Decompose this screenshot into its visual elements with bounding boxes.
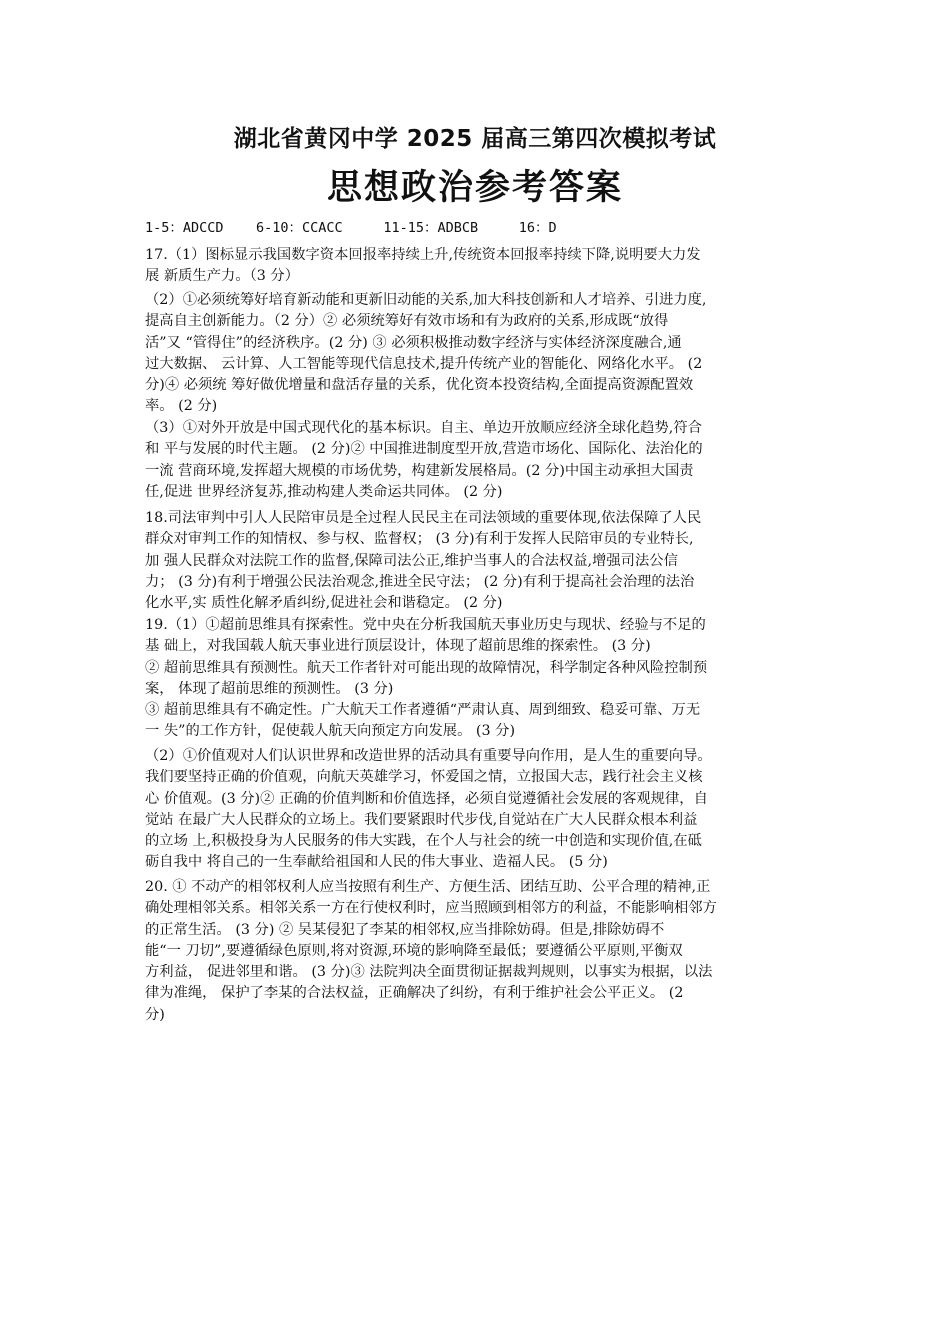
text-line: 案， 体现了超前思维的预测性。 (3 分) bbox=[145, 680, 394, 697]
text-line: 分)④ 必须统 筹好做优增量和盘活存量的关系，优化资本投资结构,全面提高资源配置效 bbox=[145, 377, 694, 394]
answer-20 bbox=[145, 877, 815, 1026]
exam-title: 湖北省黄冈中学 2025 届高三第四次模拟考试 bbox=[233, 126, 717, 152]
text-line: 分) bbox=[145, 1006, 165, 1023]
answer-17-part1 bbox=[145, 245, 815, 288]
text-line: 任,促进 世界经济复苏,推动构建人类命运共同体。 (2 分) bbox=[145, 483, 503, 500]
text-line: 加 强人民群众对法院工作的监督,保障司法公正,维护当事人的合法权益,增强司法公信 bbox=[145, 552, 678, 569]
text-line: 一流 营商环境,发挥超大规模的市场优势，构建新发展格局。(2 分)中国主动承担大国责 bbox=[145, 462, 694, 479]
text-line: 我们要坚持正确的价值观，向航天英雄学习，怀爱国之情，立报国大志，践行社会主义核 bbox=[145, 769, 703, 786]
text-line: 确处理相邻关系。相邻关系一方在行使权利时，应当照顾到相邻方的利益，不能影响相邻方 bbox=[145, 900, 717, 917]
text-line: 过大数据、 云计算、人工智能等现代信息技术,提升传统产业的智能化、网络化水平。 (2 bbox=[145, 355, 703, 372]
multiple-choice-answers: 1-5：ADCCD 6-10：CCACC 11-15：ADBCB 16：D bbox=[145, 220, 557, 236]
text-line: 律为准绳， 保护了李某的合法权益，正确解决了纠纷，有利于维护社会公平正义。 (2 bbox=[145, 985, 684, 1002]
text-line: ③ 超前思维具有不确定性。广大航天工作者遵循“严肃认真、周到细致、稳妥可靠、万无 bbox=[145, 702, 701, 719]
text-line: 提高自主创新能力。（2 分）② 必须统筹好有效市场和有为政府的关系,形成既“放得 bbox=[145, 313, 669, 330]
text-line: 19.（1）①超前思维具有探索性。党中央在分析我国航天事业历史与现状、经验与不足的 bbox=[145, 617, 706, 633]
text-line: 的正常生活。 (3 分) ② 吴某侵犯了李某的相邻权,应当排除妨碍。但是,排除妨碍不 bbox=[145, 921, 665, 938]
text-line: 的立场 上,积极投身为人民服务的伟大实践，在个人与社会的统一中创造和实现价值,在砥 bbox=[145, 833, 702, 850]
text-line: 心 价值观。(3 分)② 正确的价值判断和价值选择，必须自觉遵循社会发展的客观规律，自 bbox=[145, 790, 708, 807]
text-line: 和 平与发展的时代主题。 (2 分)② 中国推进制度型开放,营造市场化、国际化、法治化的 bbox=[145, 441, 703, 458]
text-line: 18.司法审判中引人人民陪审员是全过程人民民主在司法领域的重要体现,依法保障了人民 bbox=[145, 510, 702, 526]
text-line: （3）①对外开放是中国式现代化的基本标识。自主、单边开放顺应经济全球化趋势,符合 bbox=[145, 420, 702, 436]
text-line: （2）①必须统筹好培育新动能和更新旧动能的关系,加大科技创新和人才培养、引进力度, bbox=[145, 292, 707, 308]
text-line: 力； (3 分)有利于增强公民法治观念,推进全民守法； (2 分)有利于提高社会治理的法治 bbox=[145, 573, 695, 590]
text-line: 17.（1）图标显示我国数字资本回报率持续上升,传统资本回报率持续下降,说明要大力发 bbox=[145, 247, 701, 263]
text-line: 觉站 在最广大人民群众的立场上。我们要紧跟时代步伐,自觉站在广大人民群众根本利益 bbox=[145, 811, 698, 828]
text-line: 基 础上，对我国载人航天事业进行顶层设计，体现了超前思维的探索性。 (3 分) bbox=[145, 638, 651, 655]
text-line: 化水平,实 质性化解矛盾纠纷,促进社会和谐稳定。 (2 分) bbox=[145, 595, 503, 612]
text-line: 方利益， 促进邻里和谐。 (3 分)③ 法院判决全面贯彻证据裁判规则，以事实为根据，以法 bbox=[145, 964, 713, 981]
text-line: 砺自我中 将自己的一生奉献给祖国和人民的伟大事业、造福人民。 (5 分) bbox=[145, 854, 608, 871]
text-line: 20. ① 不动产的相邻权利人应当按照有利生产、方便生活、团结互助、公平合理的精神,正 bbox=[145, 879, 711, 895]
answer-19-part2 bbox=[145, 746, 815, 874]
text-line: 活”又 “管得住”的经济秩序。(2 分) ③ 必须积极推动数字经济与实体经济深度融合,通 bbox=[145, 334, 682, 351]
text-line: 群众对审判工作的知情权、参与权、监督权； (3 分)有利于发挥人民陪审员的专业特长, bbox=[145, 531, 694, 548]
answer-key-title: 思想政治参考答案 bbox=[326, 168, 623, 208]
text-line: ② 超前思维具有预测性。航天工作者针对可能出现的故障情况，科学制定各种风险控制预 bbox=[145, 659, 708, 676]
text-line: （2）①价值观对人们认识世界和改造世界的活动具有重要导向作用，是人生的重要向导。 bbox=[145, 748, 712, 764]
answer-18 bbox=[145, 508, 815, 614]
text-line: 率。 (2 分) bbox=[145, 398, 218, 415]
text-line: 一 失”的工作方针，促使载人航天向预定方向发展。 (3 分) bbox=[145, 723, 516, 740]
text-line: 展 新质生产力。（3 分） bbox=[145, 268, 300, 285]
answer-17-part3 bbox=[145, 418, 815, 503]
answer-17-part2 bbox=[145, 290, 815, 418]
answer-19-part1 bbox=[145, 615, 815, 743]
text-line: 能“一 刀切”,要遵循绿色原则,将对资源,环境的影响降至最低；要遵循公平原则,平衡双 bbox=[145, 942, 683, 959]
